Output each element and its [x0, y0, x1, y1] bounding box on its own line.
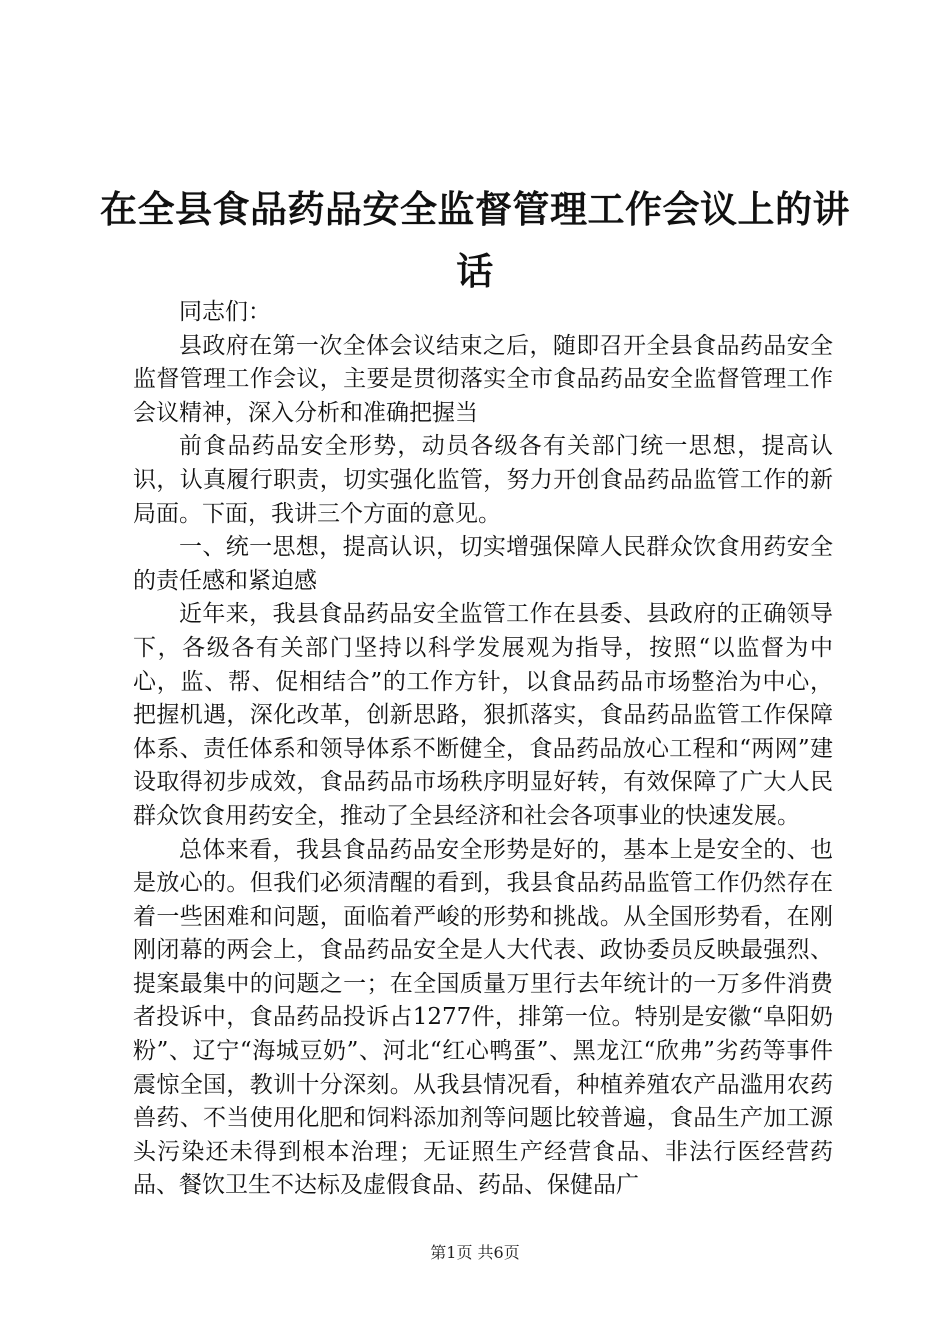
- paragraph-overall-situation: 总体来看，我县食品药品安全形势是好的，基本上是安全的、也是放心的。但我们必须清醒的看到，我县食品药品监管工作仍然存在着一些困难和问题，面临着严峻的形势和挑战。从全国形势看，在刚刚闭幕的两会上，食品药品安全是人大代表、政协委员反映最强烈、提案最集中的问题之一；在全国质量万里行去年统计的一万多件消费者投诉中，食品药品投诉占1277件，排第一位。特别是安徽“阜阳奶粉”、辽宁“海城豆奶”、河北“红心鸭蛋”、黑龙江“欣弗”劣药等事件震惊全国，教训十分深刻。从我县情况看，种植养殖农产品滥用农药兽药、不当使用化肥和饲料添加剂等问题比较普遍，食品生产加工源头污染还未得到根本治理；无证照生产经营食品、非法行医经营药品、餐饮卫生不达标及虚假食品、药品、保健品广: [133, 836, 833, 1199]
- paragraph-intro-continued: 前食品药品安全形势，动员各级各有关部门统一思想，提高认识，认真履行职责，切实强化监管，努力开创食品药品监管工作的新局面。下面，我讲三个方面的意见。: [133, 433, 833, 527]
- paragraph-intro: 县政府在第一次全体会议结束之后，随即召开全县食品药品安全监督管理工作会议，主要是贯彻落实全市食品药品安全监督管理工作会议精神，深入分析和准确把握当: [133, 332, 833, 426]
- document-body: [133, 296, 833, 1203]
- section-heading-1: 一、统一思想，提高认识，切实增强保障人民群众饮食用药安全的责任感和紧迫感: [133, 534, 833, 594]
- paragraph-recent-years: 近年来，我县食品药品安全监管工作在县委、县政府的正确领导下，各级各有关部门坚持以科学发展观为指导，按照“以监督为中心，监、帮、促相结合”的工作方针，以食品药品市场整治为中心，把握机遇，深化改革，创新思路，狠抓落实，食品药品监管工作保障体系、责任体系和领导体系不断健全，食品药品放心工程和“两网”建设取得初步成效，食品药品市场秩序明显好转，有效保障了广大人民群众饮食用药安全，推动了全县经济和社会各项事业的快速发展。: [133, 601, 833, 829]
- salutation: 同志们：: [179, 299, 271, 325]
- document-title: 在全县食品药品安全监督管理工作会议上的讲话: [100, 187, 850, 293]
- page-footer: 第1页 共6页: [430, 1243, 520, 1262]
